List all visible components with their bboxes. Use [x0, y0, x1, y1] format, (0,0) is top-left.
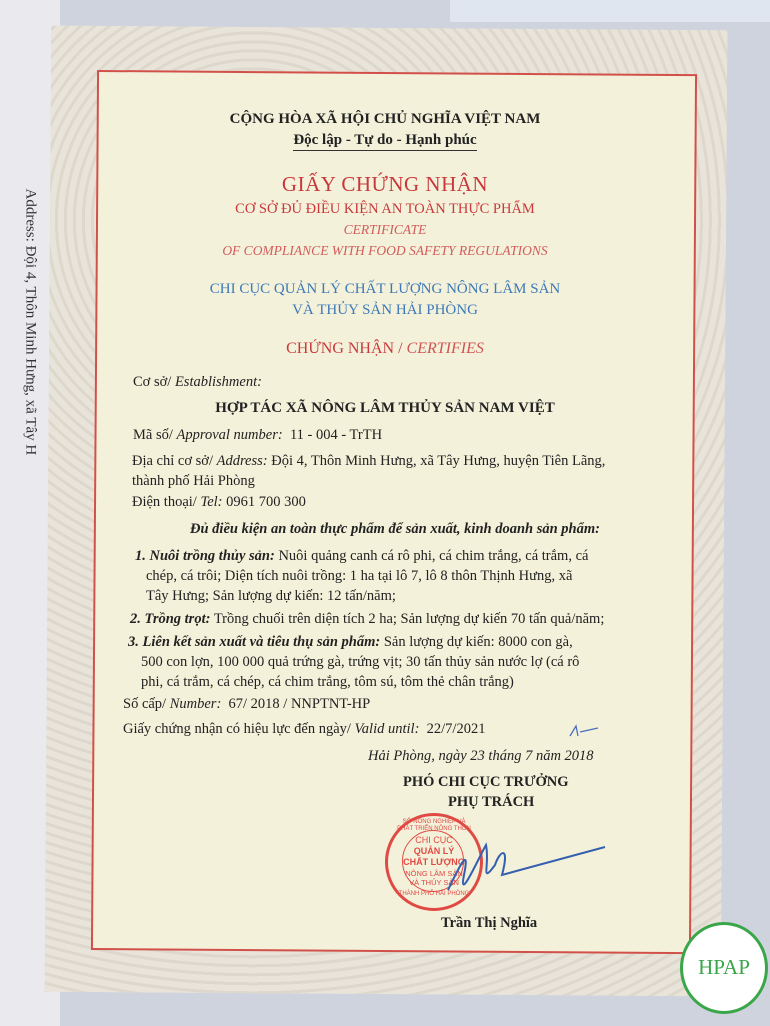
nation-title: CỘNG HÒA XÃ HỘI CHỦ NGHĨA VIỆT NAM	[229, 111, 541, 127]
item-1-line-3: Tây Hưng; Sản lượng dự kiến: 12 tấn/năm;	[146, 588, 396, 604]
item-2-line-1	[130, 611, 604, 628]
item-title: 3. Liên kết sản xuất và tiêu thụ sản phẩm:	[128, 634, 381, 650]
certifies-en: CERTIFIES	[406, 340, 484, 357]
approval-value: 11 - 004 - TrTH	[289, 427, 383, 443]
signer-title-1: PHÓ CHI CỤC TRƯỞNG	[403, 774, 569, 790]
label-en: Establishment:	[174, 374, 262, 390]
certificate-title-en: CERTIFICATE	[343, 222, 427, 237]
motto: Độc lập - Tự do - Hạnh phúc	[293, 132, 476, 151]
issuer-line-1: CHI CỤC QUẢN LÝ CHẤT LƯỢNG NÔNG LÂM SẢN	[209, 281, 561, 297]
seal-ring-top: SỞ NÔNG NGHIỆP VÀ PHÁT TRIỂN NÔNG THÔN	[397, 819, 471, 832]
motto-wrap	[0, 132, 770, 149]
label-en: Address:	[216, 453, 268, 469]
address-value: Đội 4, Thôn Minh Hưng, xã Tây Hưng, huyện Tiên Lãng,	[271, 453, 606, 469]
telephone	[132, 494, 306, 511]
label-en: Tel:	[200, 494, 223, 510]
label-vi: Mã số/	[133, 427, 173, 443]
logo-text: HPAP	[698, 955, 750, 979]
seal-line: QUẢN LÝ	[413, 846, 455, 856]
scope-heading: Đủ điều kiện an toàn thực phẩm để sản xuất, kinh doanh sản phẩm:	[190, 521, 600, 537]
initials-mark	[568, 722, 600, 742]
certifies-vi: CHỨNG NHẬN /	[286, 340, 403, 357]
establishment-label	[133, 374, 262, 391]
underlying-document-text: Address: Đội 4, Thôn Minh Hưng, xã Tây H	[22, 188, 39, 456]
item-3-line-1	[128, 634, 573, 651]
establishment-name: HỢP TÁC XÃ NÔNG LÂM THỦY SẢN NAM VIỆT	[215, 400, 555, 416]
address-line-2: thành phố Hải Phòng	[132, 473, 255, 489]
seal-line: VÀ THỦY SẢN	[409, 878, 459, 887]
valid-until	[123, 721, 485, 738]
valid-value: 22/7/2021	[426, 721, 486, 737]
seal-line: NÔNG LÂM SẢN	[405, 869, 463, 878]
signer-title-2: PHỤ TRÁCH	[448, 794, 535, 810]
label-vi: Địa chỉ cơ sở/	[132, 453, 213, 469]
item-3-line-2: 500 con lợn, 100 000 quả trứng gà, trứng vịt; 30 tấn thủy sản nước lợ (cá rô	[141, 654, 580, 670]
issuer-line-2: VÀ THỦY SẢN HẢI PHÒNG	[292, 302, 478, 318]
hpap-logo	[680, 922, 768, 1014]
certifies-heading	[0, 340, 770, 358]
certificate-title: GIẤY CHỨNG NHẬN	[281, 172, 489, 196]
label-vi: Giấy chứng nhận có hiệu lực đến ngày/	[123, 721, 351, 737]
certificate-number	[123, 696, 370, 713]
item-title: 2. Trồng trọt:	[130, 611, 211, 627]
number-value: 67/ 2018 / NNPTNT-HP	[228, 696, 371, 712]
signer-name: Trần Thị Nghĩa	[441, 915, 538, 931]
label-vi: Cơ sở/	[133, 374, 172, 390]
item-text: Sản lượng dự kiến: 8000 con gà,	[383, 634, 573, 650]
item-title: 1. Nuôi trồng thủy sản:	[135, 548, 275, 564]
seal-line: CHI CỤC	[415, 835, 453, 845]
certificate-subtitle: CƠ SỞ ĐỦ ĐIỀU KIỆN AN TOÀN THỰC PHẨM	[235, 201, 535, 217]
label-en: Valid until:	[354, 721, 420, 737]
item-text: Trồng chuối trên diện tích 2 ha; Sản lượng dự kiến 70 tấn quả/năm;	[213, 611, 605, 627]
label-en: Number:	[169, 696, 222, 712]
item-1-line-2: chép, cá trôi; Diện tích nuôi trồng: 1 ha tại lô 7, lô 8 thôn Thịnh Hưng, xã	[146, 568, 573, 584]
approval-number	[133, 427, 382, 444]
tel-value: 0961 700 300	[226, 494, 306, 510]
signature	[440, 835, 630, 895]
item-3-line-3: phi, cá trắm, cá chép, cá chim trắng, tôm sú, tôm thẻ chân trắng)	[141, 674, 514, 690]
certificate-subtitle-en: OF COMPLIANCE WITH FOOD SAFETY REGULATIONS	[222, 243, 548, 258]
address-line-1	[132, 453, 605, 470]
seal-ring-bottom: THÀNH PHỐ HẢI PHÒNG	[398, 891, 470, 897]
item-1-line-1	[135, 548, 588, 565]
seal-line: CHẤT LƯỢNG	[403, 857, 465, 867]
issue-date: Hải Phòng, ngày 23 tháng 7 năm 2018	[368, 748, 594, 764]
label-vi: Số cấp/	[123, 696, 167, 712]
label-vi: Điện thoại/	[132, 494, 197, 510]
label-en: Approval number:	[176, 427, 283, 443]
item-text: Nuôi quảng canh cá rô phi, cá chim trắng, cá trắm, cá	[278, 548, 589, 564]
